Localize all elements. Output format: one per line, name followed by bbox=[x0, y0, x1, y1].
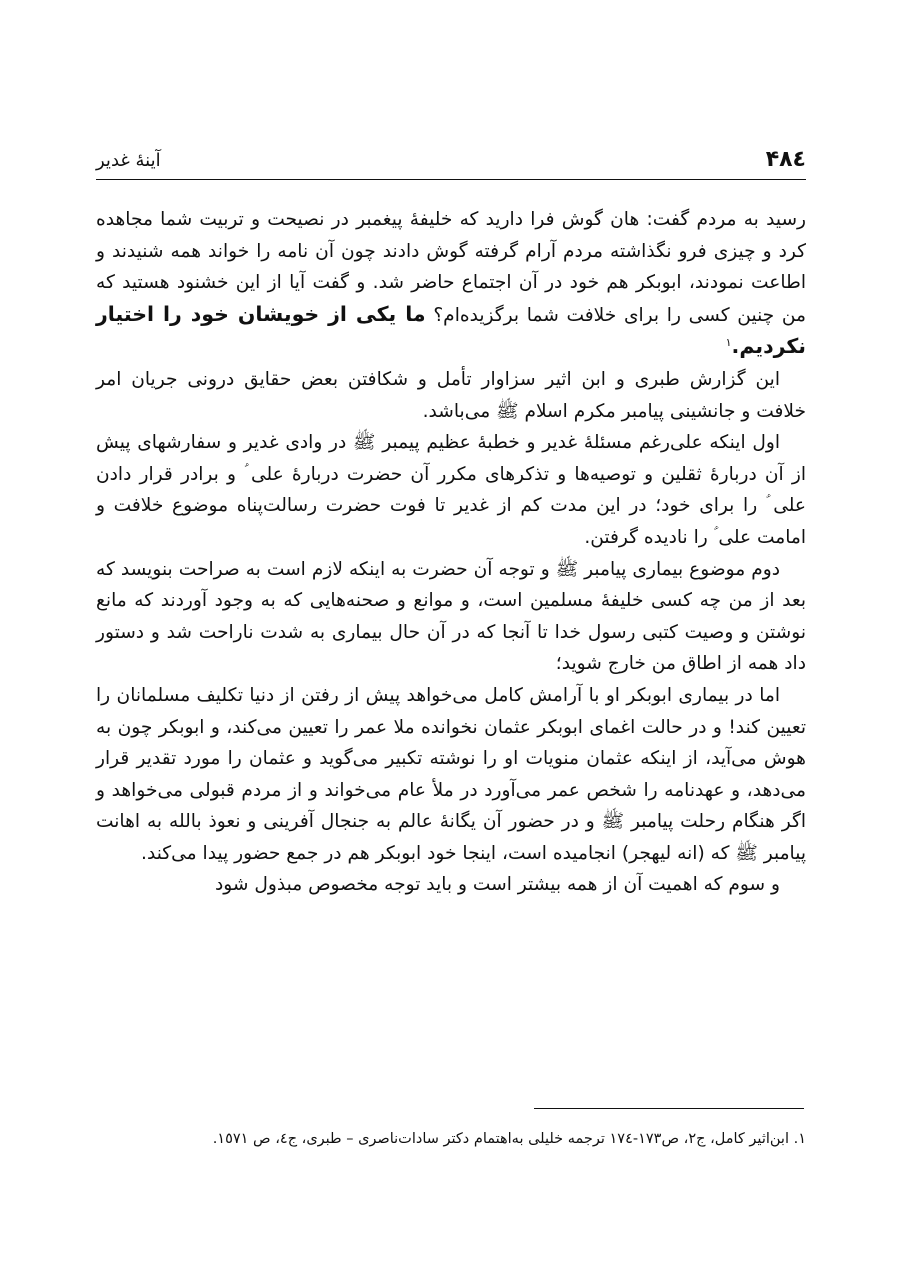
paragraph-1 bbox=[96, 204, 806, 364]
page-number: ۴۸٤ bbox=[765, 147, 806, 172]
running-title: آینهٔ غدیر bbox=[96, 150, 161, 171]
paragraph-1-text: رسید به مردم گفت: هان گوش فرا دارید که خلیفهٔ پیغمبر در نصیحت و تربیت شما مجاهده کرد و چیزی فرو نگذاشته مردم آرام گرفته گوش دادند چون آن نامه را خواند همه شنیدند و اطاعت نمودند، ابوبکر هم خود در آن اجتماع حاضر شد. و گفت آیا از این خشنود هستید که من چنین کسی را برای خلافت شما برگزیده‌ام؟ bbox=[96, 209, 806, 326]
footnote-ref[interactable]: ١ bbox=[725, 336, 732, 350]
footnote: ١. ابن‌اثیر کامل، ج٢، ص١٧٣-١٧٤ ترجمه خلیلی به‌اهتمام دکتر سادات‌ناصری – طبری، ج٤، ص ١٥٧١. bbox=[212, 1131, 806, 1147]
header-rule bbox=[96, 179, 806, 180]
body-text bbox=[96, 204, 806, 901]
paragraph-2: این گزارش طبری و ابن اثیر سزاوار تأمل و شکافتن بعض حقایق درونی جریان امر خلافت و جانشینی پیامبر مکرم اسلام ﷺ می‌باشد. bbox=[96, 368, 806, 422]
page-header bbox=[96, 146, 806, 180]
paragraph-6: و سوم که اهمیت آن از همه بیشتر است و باید توجه مخصوص مبذول شود bbox=[214, 874, 780, 896]
bold-quote: ما یکی از خویشان خود را اختیار نکردیم. bbox=[96, 301, 806, 359]
footnote-rule bbox=[534, 1108, 804, 1109]
paragraph-4: دوم موضوع بیماری پیامبر ﷺ و توجه آن حضرت به اینکه لازم است به صراحت بنویسد که بعد از من چه کسی خلیفهٔ مسلمین است، و موانع و صحنه‌هایی که به وجود آوردند که مانع نوشتن و وصیت کتبی رسول خدا تا آنجا که در آن حال بیماری به شدت ناراحت شد و دستور داد همه از اطاق من خارج شوید؛ bbox=[96, 558, 806, 675]
paragraph-5: اما در بیماری ابوبکر او با آرامش کامل می‌خواهد پیش از رفتن از دنیا تکلیف مسلمانان را تعیین کند! و در حالت اغمای ابوبکر عثمان نخوانده ملا عمر را تعیین می‌کند، و ابوبکر چون به هوش می‌آید، از اینکه عثمان منویات او را نوشته تکبیر می‌گوید و عثمان را مورد تقدیر قرار می‌دهد، و عهدنامه را شخص عمر می‌آورد در ملأ عام می‌خواند و از مردم قبولی می‌خواهد و اگر هنگام رحلت پیامبر ﷺ و در حضور آن یگانهٔ عالم به جنجال آفرینی و نعوذ بالله به اهانت پیامبر ﷺ که (انه لیهجر) انجامیده است، اینجا خود ابوبکر هم در جمع حضور پیدا می‌کند. bbox=[96, 684, 806, 864]
paragraph-3: اول اینکه علی‌رغم مسئلهٔ غدیر و خطبهٔ عظیم پیمبر ﷺ در وادی غدیر و سفارشهای پیش از آن دربارهٔ ثقلین و توصیه‌ها و تذکرهای مکرر آن حضرت دربارهٔ علی ؑ و برادر قرار دادن علی ؑ را برای خود؛ در این مدت کم از غدیر تا فوت حضرت رسالت‌پناه موضوع خلافت و امامت علی ؑ را نادیده گرفتن. bbox=[96, 432, 806, 548]
